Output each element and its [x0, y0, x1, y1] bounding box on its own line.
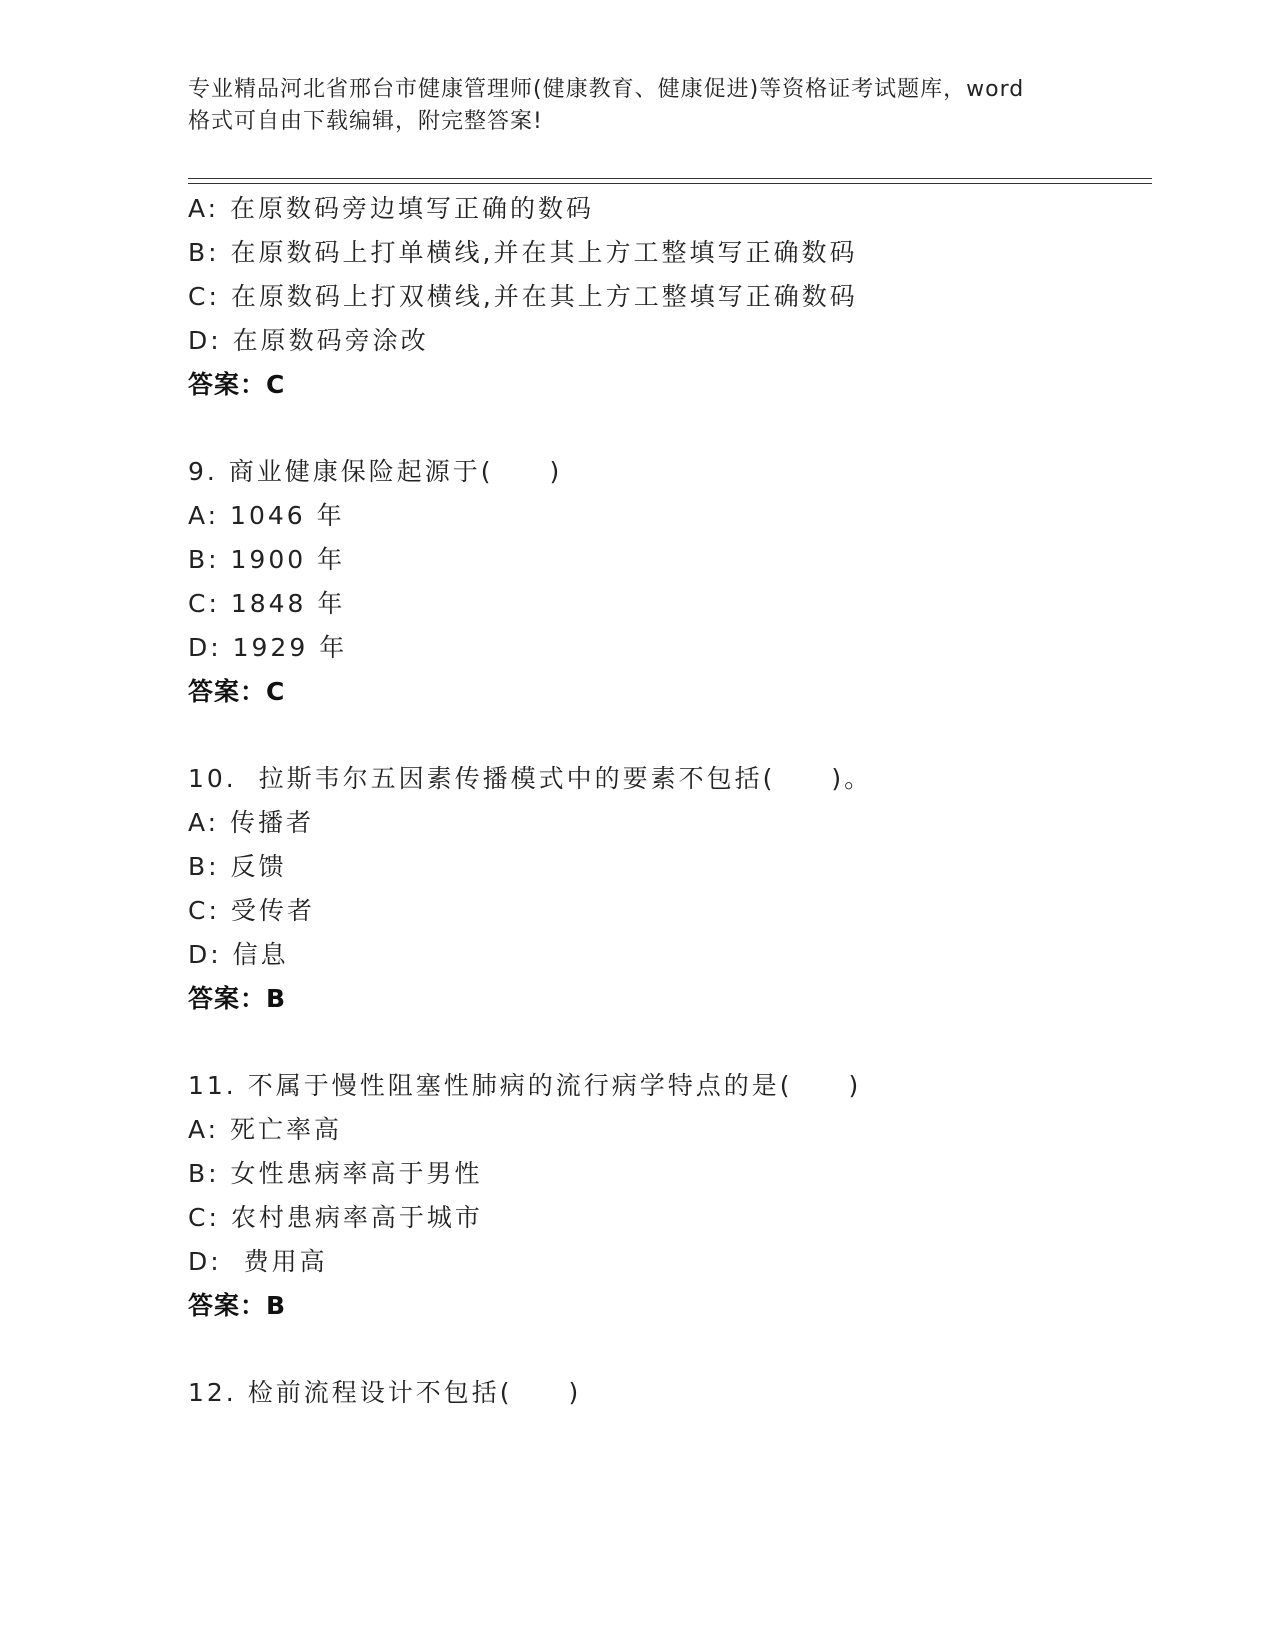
- question-9-option-a: A: 1046 年: [188, 501, 345, 530]
- question-11-option-d: D: 费用高: [188, 1247, 328, 1276]
- header-line-1: 专业精品河北省邢台市健康管理师(健康教育、健康促进)等资格证考试题库，word: [188, 77, 1025, 102]
- question-11-option-a: A: 死亡率高: [188, 1115, 343, 1144]
- question-11-stem: 11. 不属于慢性阻塞性肺病的流行病学特点的是( ): [188, 1071, 862, 1100]
- question-8-option-b: B: 在原数码上打单横线,并在其上方工整填写正确数码: [188, 238, 858, 267]
- question-10-option-c: C: 受传者: [188, 896, 315, 925]
- question-9-stem: 9. 商业健康保险起源于( ): [188, 457, 563, 486]
- question-8-option-d: D: 在原数码旁涂改: [188, 326, 429, 355]
- question-10-option-b: B: 反馈: [188, 852, 287, 881]
- header-rule-top: [188, 178, 1152, 179]
- question-9-option-b: B: 1900 年: [188, 545, 346, 574]
- question-9-option-c: C: 1848 年: [188, 589, 346, 618]
- question-9-option-d: D: 1929 年: [188, 633, 348, 662]
- question-11-answer: 答案：B: [188, 1291, 287, 1320]
- question-11-option-b: B: 女性患病率高于男性: [188, 1159, 483, 1188]
- header-rule-bottom: [188, 183, 1152, 184]
- question-10-answer: 答案：B: [188, 984, 287, 1013]
- question-10-option-a: A: 传播者: [188, 808, 315, 837]
- question-8-option-a: A: 在原数码旁边填写正确的数码: [188, 194, 595, 223]
- document-header: [188, 74, 1088, 138]
- question-11-option-c: C: 农村患病率高于城市: [188, 1203, 483, 1232]
- question-8-option-c: C: 在原数码上打双横线,并在其上方工整填写正确数码: [188, 282, 858, 311]
- question-8-answer: 答案：C: [188, 370, 286, 399]
- question-12-stem: 12. 检前流程设计不包括( ): [188, 1378, 582, 1407]
- question-9-answer: 答案：C: [188, 677, 286, 706]
- question-10-stem: 10. 拉斯韦尔五因素传播模式中的要素不包括( )。: [188, 764, 873, 793]
- header-line-2: 格式可自由下载编辑，附完整答案!: [188, 109, 543, 134]
- question-10-option-d: D: 信息: [188, 940, 289, 969]
